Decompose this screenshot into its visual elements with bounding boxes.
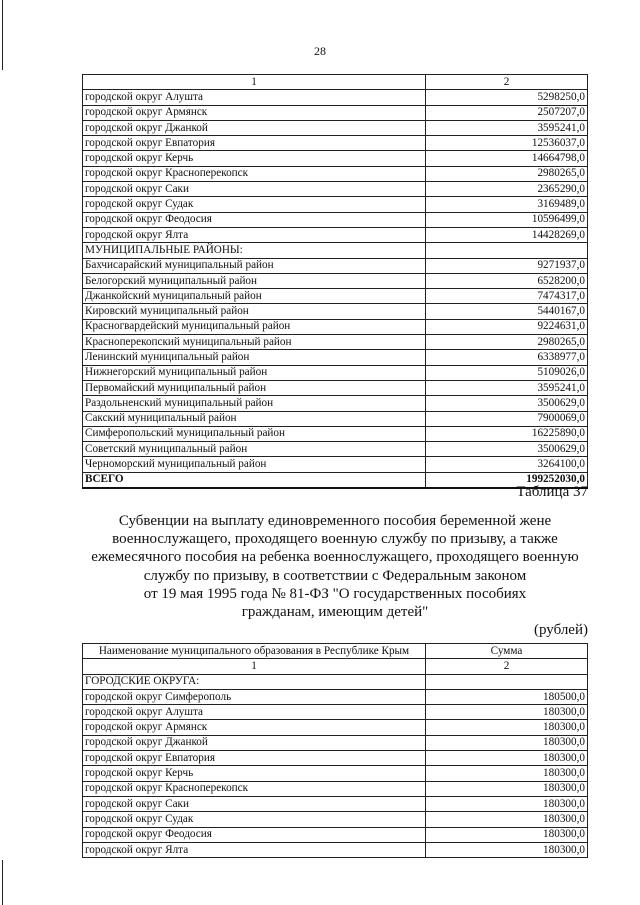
- name-cell: Симферопольский муниципальный район: [83, 426, 426, 441]
- table-row: [83, 365, 588, 380]
- name-cell: Сакский муниципальный район: [83, 411, 426, 426]
- table-row: [83, 442, 588, 457]
- value-cell: 9224631,0: [426, 319, 588, 334]
- name-cell: Красноперекопский муниципальный район: [83, 335, 426, 350]
- name-cell: Ленинский муниципальный район: [83, 350, 426, 365]
- value-cell: 2365290,0: [426, 182, 588, 197]
- table-label: Таблица 37: [516, 484, 588, 500]
- table-row: [83, 751, 588, 766]
- column-number-row: [83, 659, 588, 674]
- left-margin-line-bottom: [2, 860, 3, 905]
- name-cell: Кировский муниципальный район: [83, 304, 426, 319]
- name-cell: городской округ Красноперекопск: [83, 781, 426, 796]
- value-cell: 180300,0: [426, 781, 588, 796]
- table-row: [83, 411, 588, 426]
- name-cell: городской округ Феодосия: [83, 827, 426, 842]
- value-cell: Сумма: [426, 644, 588, 659]
- table-row: [83, 289, 588, 304]
- table-row: [83, 812, 588, 827]
- value-cell: 180300,0: [426, 735, 588, 750]
- value-cell: 6528200,0: [426, 273, 588, 288]
- table-row: [83, 335, 588, 350]
- name-cell: Бахчисарайский муниципальный район: [83, 258, 426, 273]
- name-cell: Советский муниципальный район: [83, 442, 426, 457]
- name-cell: ГОРОДСКИЕ ОКРУГА:: [83, 674, 426, 689]
- table-row: [83, 105, 588, 120]
- name-cell: городской округ Саки: [83, 182, 426, 197]
- name-cell: городской округ Феодосия: [83, 212, 426, 227]
- title-line: Субвенции на выплату единовременного пособия беременной жене: [118, 513, 552, 529]
- value-cell: 10596499,0: [426, 212, 588, 227]
- name-cell: ВСЕГО: [83, 472, 426, 488]
- name-cell: Нижнегорский муниципальный район: [83, 365, 426, 380]
- value-cell: 6338977,0: [426, 350, 588, 365]
- name-cell: городской округ Красноперекопск: [83, 166, 426, 181]
- value-cell: 7900069,0: [426, 411, 588, 426]
- value-cell: 180300,0: [426, 842, 588, 857]
- name-cell: городской округ Евпатория: [83, 136, 426, 151]
- table-2: [82, 643, 588, 858]
- title-line: гражданам, имеющим детей": [241, 604, 429, 621]
- table-row: [83, 720, 588, 735]
- column-number-row: [83, 75, 588, 90]
- name-cell: городской округ Керчь: [83, 151, 426, 166]
- table-row: [83, 827, 588, 842]
- name-cell: городской округ Саки: [83, 796, 426, 811]
- value-cell: 2980265,0: [426, 335, 588, 350]
- value-cell: 180500,0: [426, 689, 588, 704]
- left-margin-line-top: [2, 0, 3, 70]
- table-row: [83, 457, 588, 472]
- name-cell: городской округ Джанкой: [83, 735, 426, 750]
- value-cell: 3264100,0: [426, 457, 588, 472]
- value-cell: 3595241,0: [426, 120, 588, 135]
- table-1: [82, 74, 588, 489]
- name-cell: МУНИЦИПАЛЬНЫЕ РАЙОНЫ:: [83, 243, 426, 258]
- name-cell: Красногвардейский муниципальный район: [83, 319, 426, 334]
- value-cell: 180300,0: [426, 766, 588, 781]
- value-cell: 180300,0: [426, 720, 588, 735]
- table-row: [83, 426, 588, 441]
- name-cell: городской округ Керчь: [83, 766, 426, 781]
- value-cell: 2: [426, 75, 588, 90]
- table-row: [83, 151, 588, 166]
- value-cell: 180300,0: [426, 812, 588, 827]
- name-cell: Раздольненский муниципальный район: [83, 396, 426, 411]
- table-row: [83, 796, 588, 811]
- value-cell: 5109026,0: [426, 365, 588, 380]
- value-cell: 5298250,0: [426, 90, 588, 105]
- table-row: [83, 120, 588, 135]
- name-cell: Черноморский муниципальный район: [83, 457, 426, 472]
- value-cell: 2980265,0: [426, 166, 588, 181]
- name-cell: городской округ Армянск: [83, 105, 426, 120]
- value-cell: 14664798,0: [426, 151, 588, 166]
- table-row: [83, 396, 588, 411]
- value-cell: 14428269,0: [426, 227, 588, 242]
- value-cell: 3169489,0: [426, 197, 588, 212]
- title-line: ежемесячного пособия на ребенка военнослужащего, проходящего военную: [91, 549, 579, 566]
- table-row: [83, 705, 588, 720]
- value-cell: 9271937,0: [426, 258, 588, 273]
- value-cell: 3595241,0: [426, 380, 588, 395]
- table-row: [83, 197, 588, 212]
- table-row: [83, 212, 588, 227]
- name-cell: городской округ Евпатория: [83, 751, 426, 766]
- name-cell: городской округ Алушта: [83, 705, 426, 720]
- name-cell: городской округ Судак: [83, 812, 426, 827]
- value-cell: 7474317,0: [426, 289, 588, 304]
- table-row: [83, 136, 588, 151]
- value-cell: 5440167,0: [426, 304, 588, 319]
- value-cell: 3500629,0: [426, 442, 588, 457]
- table-row: [83, 258, 588, 273]
- value-cell: [426, 674, 588, 689]
- table-row: [83, 689, 588, 704]
- value-cell: 2: [426, 659, 588, 674]
- table-row: [83, 674, 588, 689]
- table-row: [83, 735, 588, 750]
- table-row: [83, 227, 588, 242]
- value-cell: 12536037,0: [426, 136, 588, 151]
- table-row: [83, 319, 588, 334]
- title-line: военнослужащего, проходящего военную службу по призыву, а также: [112, 531, 558, 548]
- name-cell: 1: [83, 659, 426, 674]
- table-row: [83, 380, 588, 395]
- table-row: [83, 304, 588, 319]
- value-cell: 3500629,0: [426, 396, 588, 411]
- name-cell: 1: [83, 75, 426, 90]
- table-row: [83, 350, 588, 365]
- title-line: от 19 мая 1995 года № 81-ФЗ "О государственных пособиях: [143, 585, 527, 602]
- name-cell: Джанкойский муниципальный район: [83, 289, 426, 304]
- name-cell: Наименование муниципального образования в Республике Крым: [83, 644, 426, 659]
- table-row: [83, 182, 588, 197]
- value-cell: 180300,0: [426, 705, 588, 720]
- value-cell: 2507207,0: [426, 105, 588, 120]
- value-cell: 199252030,0: [426, 472, 588, 488]
- units-label: (рублей): [533, 622, 588, 638]
- table-row: [83, 90, 588, 105]
- name-cell: Белогорский муниципальный район: [83, 273, 426, 288]
- name-cell: городской округ Ялта: [83, 227, 426, 242]
- value-cell: 180300,0: [426, 796, 588, 811]
- value-cell: 180300,0: [426, 751, 588, 766]
- table-row: [83, 273, 588, 288]
- value-cell: [426, 243, 588, 258]
- name-cell: городской округ Алушта: [83, 90, 426, 105]
- name-cell: городской округ Джанкой: [83, 120, 426, 135]
- page-number: 28: [314, 44, 326, 58]
- name-cell: городской округ Армянск: [83, 720, 426, 735]
- table-title: [70, 512, 600, 621]
- table-row: [83, 842, 588, 857]
- header-row: [83, 644, 588, 659]
- table-row: [83, 243, 588, 258]
- value-cell: 16225890,0: [426, 426, 588, 441]
- name-cell: городской округ Симферополь: [83, 689, 426, 704]
- title-line: службу по призыву, в соответствии с Федеральным законом: [143, 567, 527, 584]
- name-cell: Первомайский муниципальный район: [83, 380, 426, 395]
- name-cell: городской округ Судак: [83, 197, 426, 212]
- table-row: [83, 781, 588, 796]
- table-row: [83, 166, 588, 181]
- table-row: [83, 766, 588, 781]
- name-cell: городской округ Ялта: [83, 842, 426, 857]
- value-cell: 180300,0: [426, 827, 588, 842]
